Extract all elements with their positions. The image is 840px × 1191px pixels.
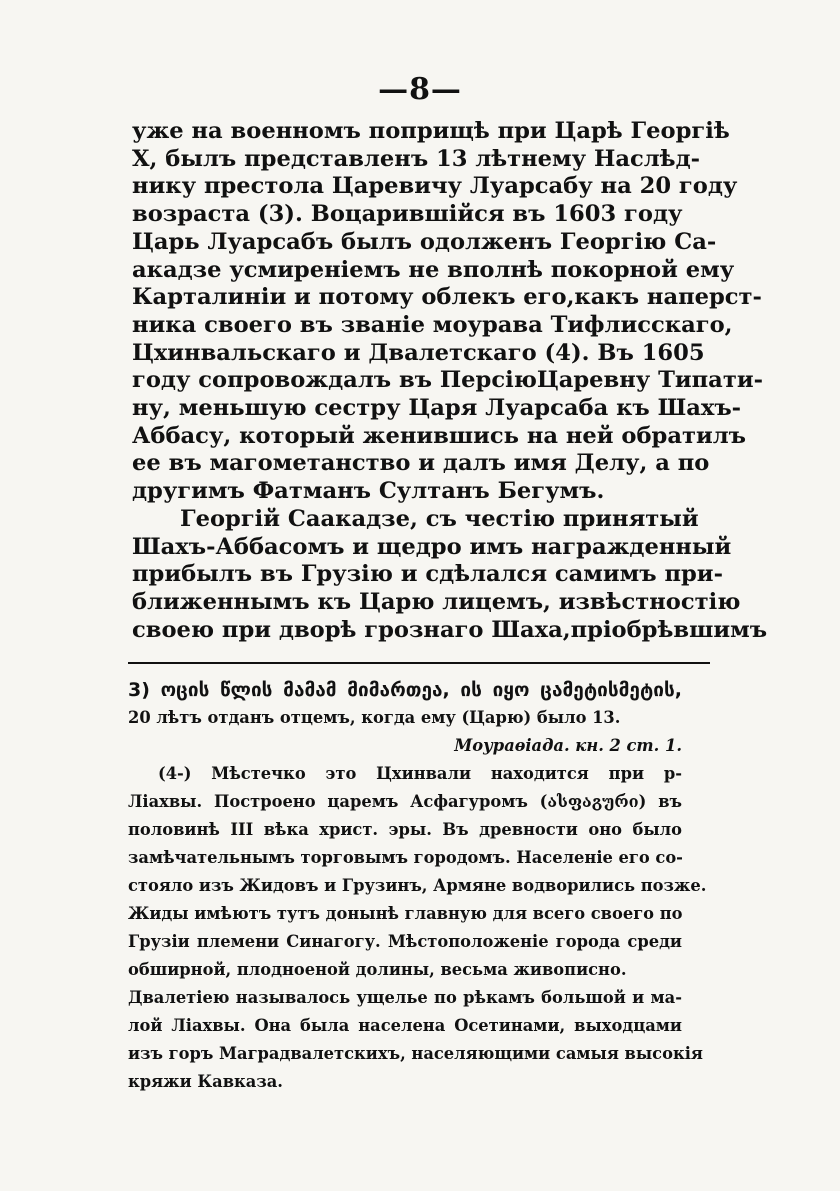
footnote-line-georgian: 3) ოცის წლის მამამ მიმართეა, ის იყო ცამეტისმეტის,: [128, 679, 682, 701]
footnotes: [128, 676, 707, 1096]
footnote-line: лой Лiахвы. Она была населена Осетинами, выходцами: [128, 1016, 682, 1035]
footnote-line: кряжи Кавказа.: [128, 1072, 283, 1091]
text-line: возраста (3). Воцарившiйся въ 1603 году: [132, 201, 683, 228]
footnote-citation: Моураѳiада. кн. 2 ст. 1.: [454, 736, 682, 755]
text-line: ну, меньшую сестру Царя Луарсаба къ Шахъ-: [132, 395, 742, 422]
text-line: X, былъ представленъ 13 лѣтнему Наслѣд-: [132, 145, 700, 172]
text-line: уже на военномъ поприщѣ при Царѣ Георгiѣ: [132, 118, 730, 144]
footnote-divider: [128, 662, 710, 664]
text-line: Шахъ-Аббасомъ и щедро имъ награжденный: [132, 533, 732, 560]
footnote-line: Двалетiею называлось ущелье по рѣкамъ большой и ма-: [128, 988, 682, 1007]
footnote-line: (4-) Мѣстечко это Цхинвали находится при р-: [158, 764, 682, 783]
text-line: своею при дворѣ грознаго Шаха,прiобрѣвшимъ: [132, 616, 768, 643]
text-line: акадзе усмиренiемъ не вполнѣ покорной ему: [132, 256, 735, 283]
footnote-line: стояло изъ Жидовъ и Грузинъ, Армяне водворились позже.: [128, 876, 707, 895]
text-line: году сопровождалъ въ ПерсiюЦаревну Типати-: [132, 367, 763, 394]
footnote-line: обширной, плодноеной долины, весьма живописно.: [128, 960, 627, 979]
footnote-line: изъ горъ Маградвалетскихъ, населяющими самыя высокiя: [128, 1044, 703, 1063]
text-line: ближеннымъ къ Царю лицемъ, извѣстностiю: [132, 588, 741, 615]
text-line: ее въ магометанство и далъ имя Делу, а по: [132, 450, 710, 477]
text-line: Царь Луарсабъ былъ одолженъ Георгiю Са-: [132, 228, 717, 255]
text-line: Цхинвальскаго и Двалетскаго (4). Въ 1605: [132, 339, 705, 366]
text-line: Аббасу, который женившись на ней обратилъ: [132, 422, 747, 449]
footnote-line: замѣчательнымъ торговымъ городомъ. Населенiе его со-: [128, 848, 683, 867]
text-line: нику престола Царевичу Луарсабу на 20 году: [132, 173, 738, 200]
footnote-line: Лiахвы. Построено царемъ Асфагуромъ (ასფაგური) въ: [128, 792, 682, 811]
text-line: Георгiй Саакадзе, съ честiю принятый: [180, 505, 699, 532]
footnote-line: 20 лѣтъ отданъ отцемъ, когда ему (Царю) было 13.: [128, 708, 621, 727]
footnote-line: половинѣ III вѣка христ. эры. Въ древности оно было: [128, 820, 682, 839]
page-number: —8—: [378, 72, 462, 107]
text-line: Карталинiи и потому облекъ его,какъ наперст-: [132, 284, 762, 311]
footnote-line: Грузiи племени Синагогу. Мѣстоположенiе города среди: [128, 932, 682, 951]
text-line: ника своего въ званiе моурава Тифлисскаго,: [132, 311, 733, 338]
footnote-line: Жиды имѣютъ тутъ донынѣ главную для всего своего по: [128, 904, 683, 923]
text-line: другимъ Фатманъ Султанъ Бегумъ.: [132, 478, 605, 505]
main-text: [132, 118, 768, 644]
text-line: прибылъ въ Грузiю и сдѣлался самимъ при-: [132, 561, 723, 588]
